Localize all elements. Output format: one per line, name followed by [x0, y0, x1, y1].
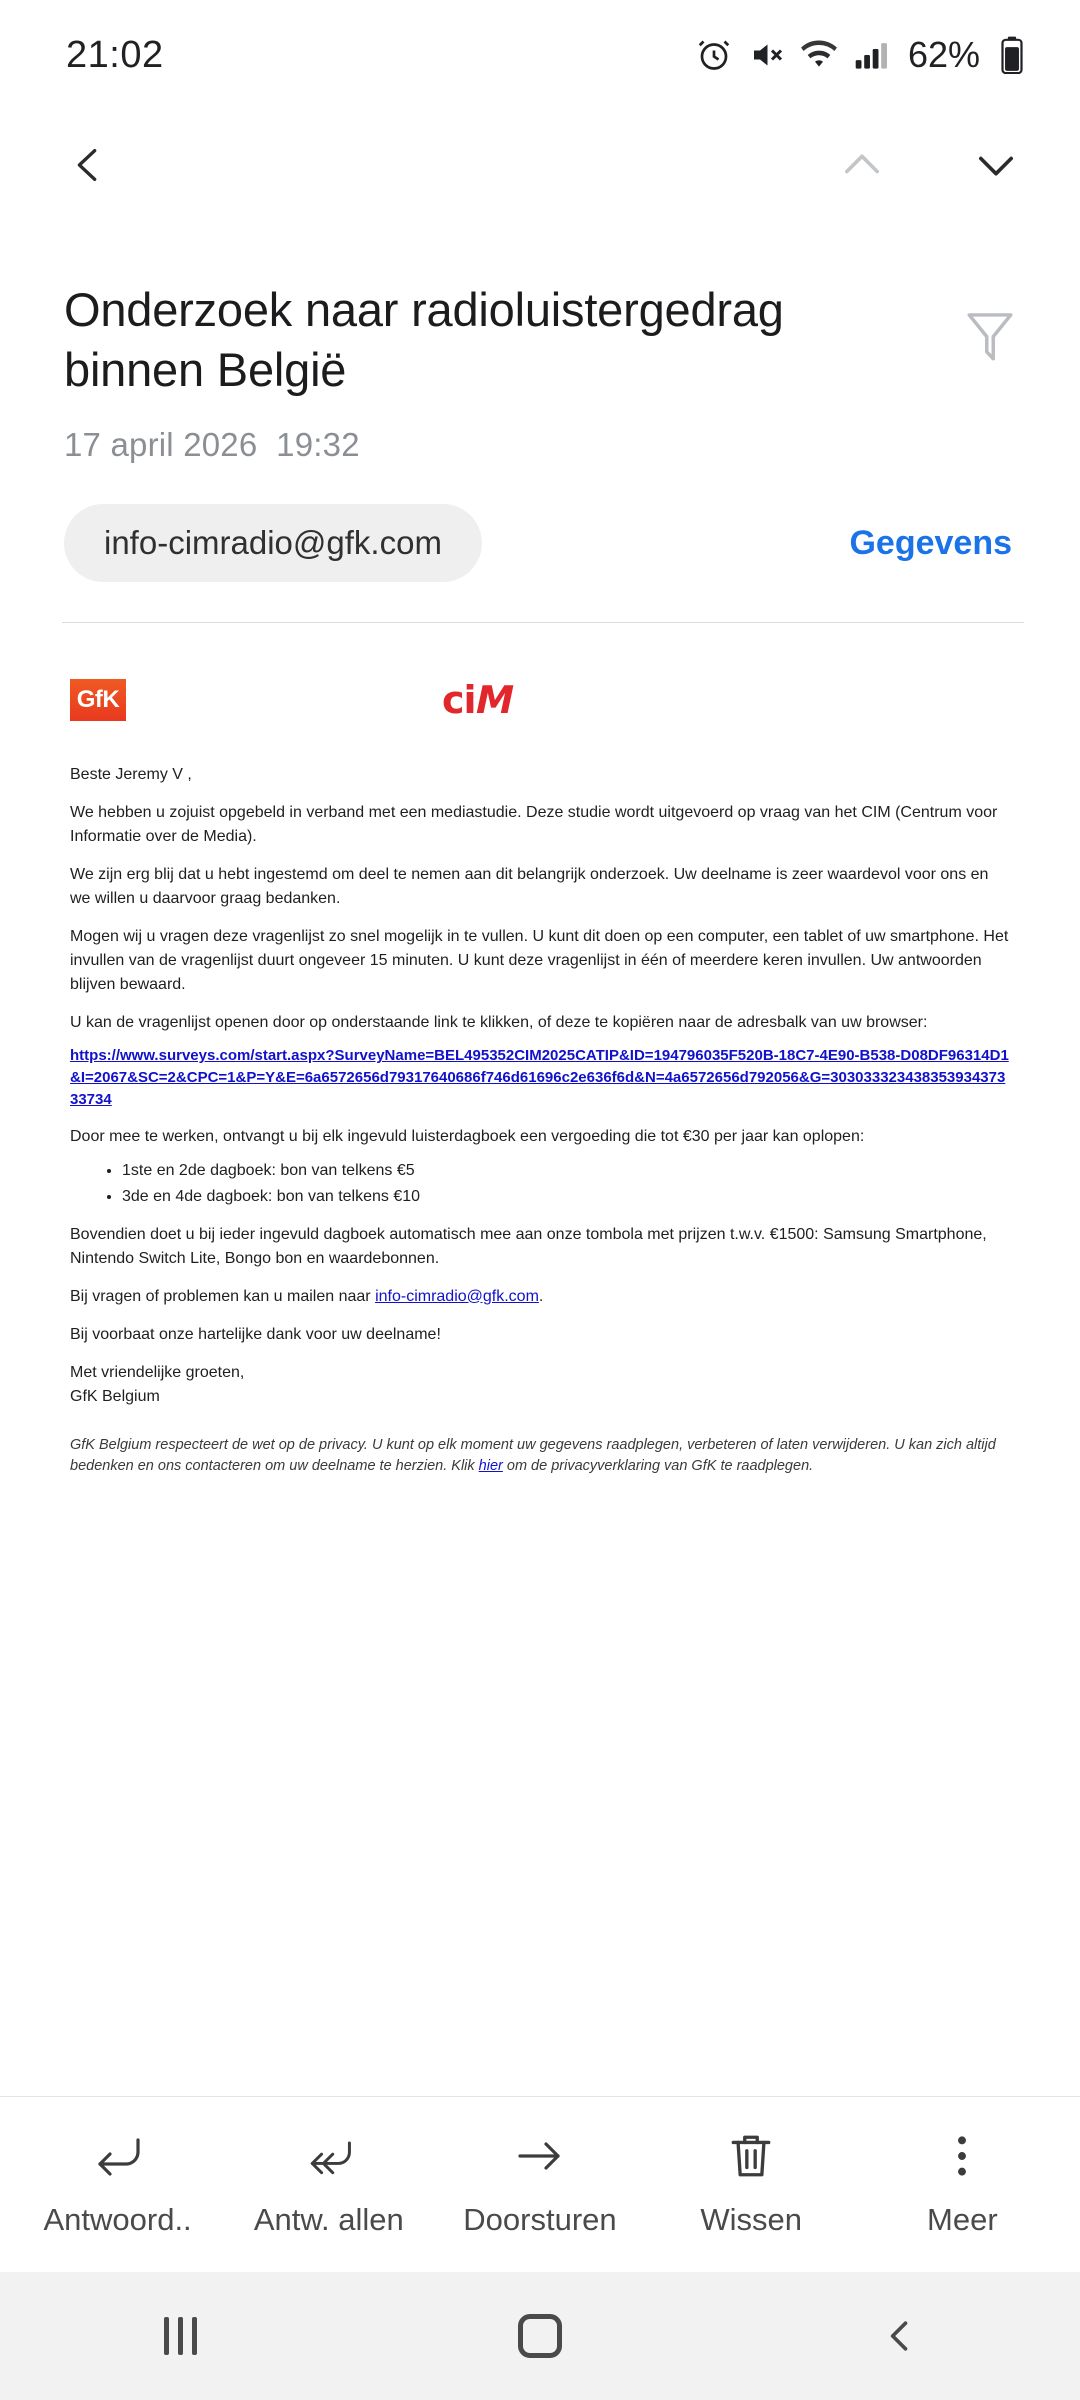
forward-button[interactable] — [440, 2131, 640, 2238]
system-back-icon[interactable] — [825, 2314, 975, 2358]
sender-row — [64, 504, 1024, 582]
home-icon[interactable] — [465, 2314, 615, 2358]
paragraph-2: We zijn erg blij dat u hebt ingestemd om deel te nemen aan dit belangrijk onderzoek. Uw deelname is zeer waardevol voor ons en we willen u daarvoor graag bedanken. — [70, 866, 989, 908]
wifi-icon — [800, 38, 838, 72]
gfk-logo: GfK — [70, 679, 126, 721]
battery-icon — [1000, 36, 1024, 74]
action-bar — [0, 2096, 1080, 2272]
survey-link[interactable]: https://www.surveys.com/start.aspx?SurveyName=BEL495352CIM2025CATIP&ID=194796035F520B-18C7-4E90-B538-D08DF96314D1&I=2067&SC=2&CPC=1&P=Y&E=6a6572656d79317640686f746d61696c2e636f6d&N=4a6572656d792056&G=30303332343835393437333734 — [70, 1047, 1009, 1108]
reply-all-label: Antw. allen — [253, 2202, 404, 2237]
contact-email-link[interactable]: info-cimradio@gfk.com — [375, 1287, 539, 1305]
status-icons — [696, 34, 1024, 76]
paragraph-5: Door mee te werken, ontvangt u bij elk ingevuld luisterdagboek een vergoeding die tot €30 per jaar kan oplopen: — [70, 1127, 865, 1145]
flag-icon[interactable] — [962, 308, 1018, 373]
cim-logo: ciM — [442, 678, 518, 723]
privacy-notice — [70, 1435, 1010, 1479]
more-button[interactable] — [862, 2131, 1062, 2238]
reply-all-icon — [303, 2131, 355, 2186]
mail-time-value: 19:32 — [276, 426, 360, 464]
email-toolbar — [0, 110, 1080, 220]
list-item: • 1ste en 2de dagboek: bon van telkens €5 — [122, 1159, 1010, 1183]
forward-label: Doorsturen — [463, 2202, 617, 2237]
reply-label: Antwoord.. — [43, 2202, 192, 2237]
system-navigation-bar — [0, 2272, 1080, 2400]
next-message-button[interactable] — [960, 129, 1032, 201]
mail-header — [0, 220, 1080, 582]
more-vertical-icon — [939, 2131, 985, 2186]
signal-icon — [854, 39, 888, 71]
message-pager — [826, 129, 1032, 201]
paragraph-4: U kan de vragenlijst openen door op onderstaande link te klikken, of deze te kopiëren naar de adresbalk van uw browser: — [70, 1014, 928, 1032]
alarm-icon — [696, 37, 732, 73]
more-label: Meer — [927, 2202, 998, 2237]
sign-name: GfK Belgium — [70, 1387, 160, 1405]
delete-button[interactable] — [651, 2131, 851, 2238]
privacy-text-prefix: GfK Belgium respecteert de wet op de privacy. U kunt op elk moment uw gegevens raadplegen, verbeteren of laten verwijderen. U kan zich altijd bedenken en ons contacteren om uw deelname te herzien. Klik — [70, 1436, 996, 1475]
page-title: Onderzoek naar radioluistergedrag binnen België — [64, 283, 784, 397]
greeting: Beste Jeremy V , — [70, 766, 192, 784]
paragraph-6: Bovendien doet u bij ieder ingevuld dagboek automatisch mee aan onze tombola met prijzen t.w.v. €1500: Samsung Smartphone, Nintendo Switch Lite, Bongo bon en waardebonnen. — [70, 1225, 987, 1267]
recents-icon[interactable] — [105, 2317, 255, 2355]
reply-icon — [92, 2131, 144, 2186]
reply-button[interactable] — [18, 2131, 218, 2238]
details-button[interactable]: Gegevens — [849, 523, 1012, 562]
previous-message-button[interactable] — [826, 129, 898, 201]
paragraph-7 — [70, 1285, 1010, 1309]
mail-date — [64, 426, 1024, 464]
contact-text-suffix: . — [538, 1287, 544, 1305]
brand-logos — [70, 667, 1010, 733]
battery-percent: 62% — [907, 34, 980, 75]
subject-row — [64, 280, 1024, 400]
reply-all-button[interactable] — [229, 2131, 429, 2238]
status-bar — [0, 0, 1080, 110]
paragraph-3: Mogen wij u vragen deze vragenlijst zo snel mogelijk in te vullen. U kunt dit doen op een computer, een tablet of uw smartphone. Het invullen van de vragenlijst duurt ongeveer 15 minuten. U kunt deze vragenlijst in één of meerdere keren invullen. Uw antwoorden blijven bewaard. — [70, 928, 1009, 994]
status-time: 21:02 — [66, 33, 164, 76]
list-item: • 3de en 4de dagboek: bon van telkens €10 — [122, 1185, 1010, 1209]
contact-text-prefix: Bij vragen of problemen kan u mailen naar — [70, 1287, 376, 1305]
reward-list — [122, 1159, 1010, 1209]
delete-label: Wissen — [700, 2202, 802, 2237]
paragraph-8: Bij voorbaat onze hartelijke dank voor uw deelname! — [70, 1325, 441, 1343]
privacy-policy-link[interactable]: hier — [478, 1458, 503, 1475]
sign-off: Met vriendelijke groeten, — [70, 1363, 245, 1381]
forward-icon — [514, 2131, 566, 2186]
paragraph-1: We hebben u zojuist opgebeld in verband met een mediastudie. Deze studie wordt uitgevoerd op vraag van het CIM (Centrum voor Informatie over de Media). — [70, 804, 998, 846]
trash-icon — [728, 2131, 774, 2186]
mail-date-value: 17 april 2026 — [64, 426, 258, 464]
mail-body — [0, 623, 1080, 2096]
privacy-text-suffix: om de privacyverklaring van GfK te raadplegen. — [502, 1458, 814, 1475]
back-button[interactable] — [52, 129, 124, 201]
sender-chip[interactable]: info-cimradio@gfk.com — [64, 504, 482, 582]
mute-icon — [748, 37, 784, 73]
